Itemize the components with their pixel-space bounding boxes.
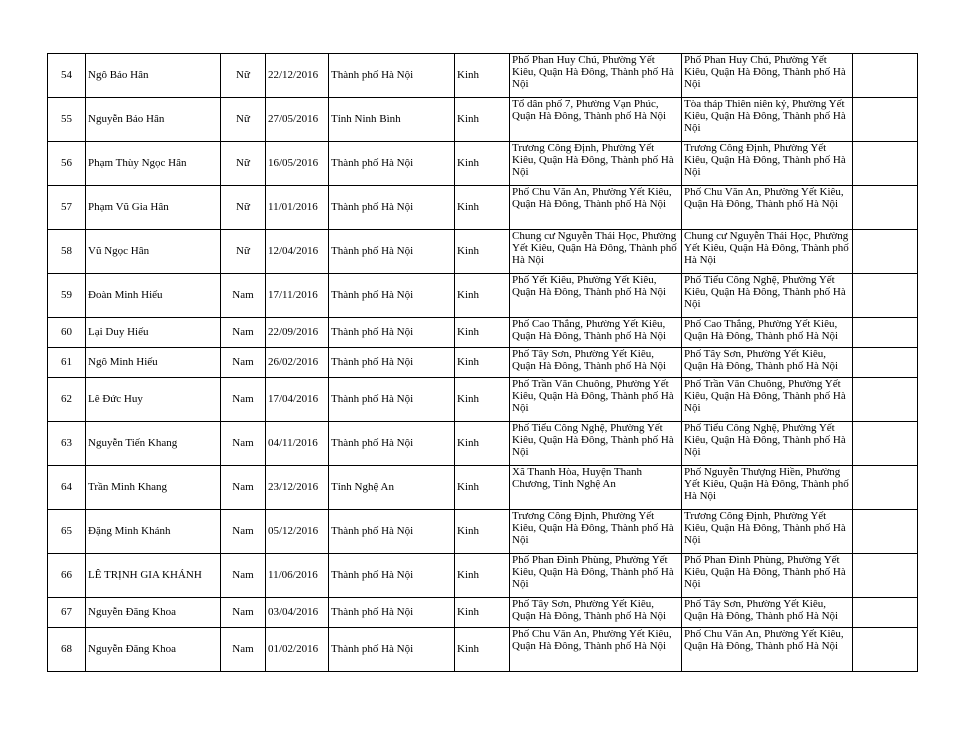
cell-gender: Nam	[221, 422, 266, 466]
cell-permanent-address: Phố Phan Huy Chú, Phường Yết Kiêu, Quận Hà Đông, Thành phố Hà Nội	[510, 54, 682, 98]
cell-dob: 12/04/2016	[266, 230, 329, 274]
cell-ethnicity: Kinh	[455, 628, 510, 672]
cell-name: Phạm Thùy Ngọc Hân	[86, 142, 221, 186]
table-row	[48, 628, 918, 672]
cell-birthplace: Thành phố Hà Nội	[329, 554, 455, 598]
cell-permanent-address: Phố Phan Đình Phùng, Phường Yết Kiêu, Quận Hà Đông, Thành phố Hà Nội	[510, 554, 682, 598]
cell-permanent-address: Chung cư Nguyễn Thái Học, Phường Yết Kiêu, Quận Hà Đông, Thành phố Hà Nội	[510, 230, 682, 274]
cell-current-address: Phố Tiểu Công Nghệ, Phường Yết Kiêu, Quận Hà Đông, Thành phố Hà Nội	[682, 274, 853, 318]
cell-note	[853, 598, 918, 628]
cell-permanent-address: Phố Tây Sơn, Phường Yết Kiêu, Quận Hà Đông, Thành phố Hà Nội	[510, 348, 682, 378]
cell-dob: 16/05/2016	[266, 142, 329, 186]
cell-stt: 54	[48, 54, 86, 98]
cell-ethnicity: Kinh	[455, 378, 510, 422]
cell-ethnicity: Kinh	[455, 466, 510, 510]
cell-current-address: Trương Công Định, Phường Yết Kiêu, Quận Hà Đông, Thành phố Hà Nội	[682, 510, 853, 554]
cell-dob: 11/06/2016	[266, 554, 329, 598]
table-row	[48, 274, 918, 318]
cell-gender: Nam	[221, 466, 266, 510]
cell-ethnicity: Kinh	[455, 54, 510, 98]
cell-name: Phạm Vũ Gia Hân	[86, 186, 221, 230]
cell-birthplace: Thành phố Hà Nội	[329, 186, 455, 230]
cell-stt: 58	[48, 230, 86, 274]
cell-ethnicity: Kinh	[455, 142, 510, 186]
cell-note	[853, 510, 918, 554]
table-body	[48, 54, 918, 672]
cell-note	[853, 318, 918, 348]
cell-gender: Nam	[221, 318, 266, 348]
cell-name: Nguyễn Đăng Khoa	[86, 628, 221, 672]
cell-current-address: Tòa tháp Thiên niên kỷ, Phường Yết Kiêu, Quận Hà Đông, Thành phố Hà Nội	[682, 98, 853, 142]
cell-name: Vũ Ngọc Hân	[86, 230, 221, 274]
cell-name: Nguyễn Đăng Khoa	[86, 598, 221, 628]
cell-name: Lê Đức Huy	[86, 378, 221, 422]
cell-gender: Nữ	[221, 98, 266, 142]
cell-birthplace: Thành phố Hà Nội	[329, 510, 455, 554]
table-row	[48, 142, 918, 186]
cell-current-address: Phố Trần Văn Chuông, Phường Yết Kiêu, Quận Hà Đông, Thành phố Hà Nội	[682, 378, 853, 422]
cell-permanent-address: Phố Chu Văn An, Phường Yết Kiêu, Quận Hà Đông, Thành phố Hà Nội	[510, 186, 682, 230]
cell-current-address: Chung cư Nguyễn Thái Học, Phường Yết Kiêu, Quận Hà Đông, Thành phố Hà Nội	[682, 230, 853, 274]
cell-current-address: Phố Tiểu Công Nghệ, Phường Yết Kiêu, Quận Hà Đông, Thành phố Hà Nội	[682, 422, 853, 466]
table-row	[48, 186, 918, 230]
cell-gender: Nữ	[221, 54, 266, 98]
cell-name: Nguyễn Tiến Khang	[86, 422, 221, 466]
student-table	[47, 53, 918, 672]
cell-birthplace: Thành phố Hà Nội	[329, 598, 455, 628]
cell-birthplace: Tỉnh Nghệ An	[329, 466, 455, 510]
cell-permanent-address: Trương Công Định, Phường Yết Kiêu, Quận Hà Đông, Thành phố Hà Nội	[510, 142, 682, 186]
cell-stt: 67	[48, 598, 86, 628]
cell-permanent-address: Phố Trần Văn Chuông, Phường Yết Kiêu, Quận Hà Đông, Thành phố Hà Nội	[510, 378, 682, 422]
cell-permanent-address: Phố Tây Sơn, Phường Yết Kiêu, Quận Hà Đông, Thành phố Hà Nội	[510, 598, 682, 628]
cell-birthplace: Thành phố Hà Nội	[329, 142, 455, 186]
cell-birthplace: Tỉnh Ninh Bình	[329, 98, 455, 142]
cell-permanent-address: Tổ dân phố 7, Phường Vạn Phúc, Quận Hà Đông, Thành phố Hà Nội	[510, 98, 682, 142]
cell-dob: 23/12/2016	[266, 466, 329, 510]
cell-stt: 66	[48, 554, 86, 598]
cell-ethnicity: Kinh	[455, 598, 510, 628]
cell-birthplace: Thành phố Hà Nội	[329, 54, 455, 98]
cell-name: Lại Duy Hiếu	[86, 318, 221, 348]
cell-stt: 62	[48, 378, 86, 422]
cell-birthplace: Thành phố Hà Nội	[329, 628, 455, 672]
cell-ethnicity: Kinh	[455, 230, 510, 274]
cell-ethnicity: Kinh	[455, 318, 510, 348]
table-row	[48, 230, 918, 274]
table-row	[48, 348, 918, 378]
cell-ethnicity: Kinh	[455, 98, 510, 142]
table-row	[48, 510, 918, 554]
cell-ethnicity: Kinh	[455, 274, 510, 318]
cell-stt: 65	[48, 510, 86, 554]
cell-birthplace: Thành phố Hà Nội	[329, 274, 455, 318]
cell-dob: 01/02/2016	[266, 628, 329, 672]
cell-name: Ngô Bảo Hân	[86, 54, 221, 98]
cell-permanent-address: Phố Yết Kiêu, Phường Yết Kiêu, Quận Hà Đông, Thành phố Hà Nội	[510, 274, 682, 318]
table-row	[48, 98, 918, 142]
table-row	[48, 422, 918, 466]
cell-birthplace: Thành phố Hà Nội	[329, 230, 455, 274]
cell-permanent-address: Xã Thanh Hòa, Huyện Thanh Chương, Tỉnh Nghệ An	[510, 466, 682, 510]
cell-ethnicity: Kinh	[455, 510, 510, 554]
cell-note	[853, 466, 918, 510]
cell-stt: 60	[48, 318, 86, 348]
cell-current-address: Phố Cao Thắng, Phường Yết Kiêu, Quận Hà Đông, Thành phố Hà Nội	[682, 318, 853, 348]
cell-gender: Nữ	[221, 186, 266, 230]
cell-dob: 17/04/2016	[266, 378, 329, 422]
cell-note	[853, 348, 918, 378]
cell-dob: 22/09/2016	[266, 318, 329, 348]
table-row	[48, 318, 918, 348]
cell-note	[853, 628, 918, 672]
document-page	[47, 53, 917, 672]
cell-birthplace: Thành phố Hà Nội	[329, 378, 455, 422]
cell-current-address: Phố Chu Văn An, Phường Yết Kiêu, Quận Hà Đông, Thành phố Hà Nội	[682, 186, 853, 230]
cell-gender: Nam	[221, 598, 266, 628]
cell-name: Nguyễn Bảo Hân	[86, 98, 221, 142]
cell-dob: 22/12/2016	[266, 54, 329, 98]
cell-stt: 61	[48, 348, 86, 378]
cell-ethnicity: Kinh	[455, 186, 510, 230]
cell-dob: 11/01/2016	[266, 186, 329, 230]
cell-name: Trần Minh Khang	[86, 466, 221, 510]
cell-dob: 05/12/2016	[266, 510, 329, 554]
cell-current-address: Trương Công Định, Phường Yết Kiêu, Quận Hà Đông, Thành phố Hà Nội	[682, 142, 853, 186]
cell-gender: Nữ	[221, 230, 266, 274]
cell-current-address: Phố Phan Huy Chú, Phường Yết Kiêu, Quận Hà Đông, Thành phố Hà Nội	[682, 54, 853, 98]
cell-stt: 57	[48, 186, 86, 230]
cell-stt: 55	[48, 98, 86, 142]
cell-stt: 64	[48, 466, 86, 510]
cell-note	[853, 274, 918, 318]
cell-dob: 26/02/2016	[266, 348, 329, 378]
cell-permanent-address: Phố Tiểu Công Nghệ, Phường Yết Kiêu, Quận Hà Đông, Thành phố Hà Nội	[510, 422, 682, 466]
cell-current-address: Phố Phan Đình Phùng, Phường Yết Kiêu, Quận Hà Đông, Thành phố Hà Nội	[682, 554, 853, 598]
cell-dob: 03/04/2016	[266, 598, 329, 628]
table-row	[48, 554, 918, 598]
cell-note	[853, 142, 918, 186]
cell-current-address: Phố Tây Sơn, Phường Yết Kiêu, Quận Hà Đông, Thành phố Hà Nội	[682, 598, 853, 628]
cell-note	[853, 98, 918, 142]
cell-dob: 27/05/2016	[266, 98, 329, 142]
cell-birthplace: Thành phố Hà Nội	[329, 422, 455, 466]
table-row	[48, 466, 918, 510]
cell-birthplace: Thành phố Hà Nội	[329, 348, 455, 378]
cell-dob: 04/11/2016	[266, 422, 329, 466]
table-row	[48, 378, 918, 422]
cell-ethnicity: Kinh	[455, 422, 510, 466]
cell-current-address: Phố Nguyễn Thượng Hiền, Phường Yết Kiêu, Quận Hà Đông, Thành phố Hà Nội	[682, 466, 853, 510]
cell-name: Đoàn Minh Hiếu	[86, 274, 221, 318]
cell-note	[853, 422, 918, 466]
cell-note	[853, 378, 918, 422]
cell-gender: Nam	[221, 348, 266, 378]
cell-name: LÊ TRỊNH GIA KHÁNH	[86, 554, 221, 598]
cell-permanent-address: Phố Chu Văn An, Phường Yết Kiêu, Quận Hà Đông, Thành phố Hà Nội	[510, 628, 682, 672]
cell-name: Đặng Minh Khánh	[86, 510, 221, 554]
cell-birthplace: Thành phố Hà Nội	[329, 318, 455, 348]
cell-stt: 56	[48, 142, 86, 186]
cell-stt: 68	[48, 628, 86, 672]
cell-gender: Nam	[221, 274, 266, 318]
cell-gender: Nam	[221, 510, 266, 554]
cell-stt: 63	[48, 422, 86, 466]
cell-ethnicity: Kinh	[455, 348, 510, 378]
cell-note	[853, 54, 918, 98]
cell-stt: 59	[48, 274, 86, 318]
table-row	[48, 54, 918, 98]
cell-ethnicity: Kinh	[455, 554, 510, 598]
cell-note	[853, 230, 918, 274]
table-row	[48, 598, 918, 628]
cell-current-address: Phố Tây Sơn, Phường Yết Kiêu, Quận Hà Đông, Thành phố Hà Nội	[682, 348, 853, 378]
cell-name: Ngô Minh Hiếu	[86, 348, 221, 378]
cell-note	[853, 554, 918, 598]
cell-gender: Nam	[221, 554, 266, 598]
cell-current-address: Phố Chu Văn An, Phường Yết Kiêu, Quận Hà Đông, Thành phố Hà Nội	[682, 628, 853, 672]
cell-permanent-address: Trương Công Định, Phường Yết Kiêu, Quận Hà Đông, Thành phố Hà Nội	[510, 510, 682, 554]
cell-dob: 17/11/2016	[266, 274, 329, 318]
cell-gender: Nam	[221, 628, 266, 672]
cell-gender: Nam	[221, 378, 266, 422]
cell-note	[853, 186, 918, 230]
cell-gender: Nữ	[221, 142, 266, 186]
cell-permanent-address: Phố Cao Thắng, Phường Yết Kiêu, Quận Hà Đông, Thành phố Hà Nội	[510, 318, 682, 348]
